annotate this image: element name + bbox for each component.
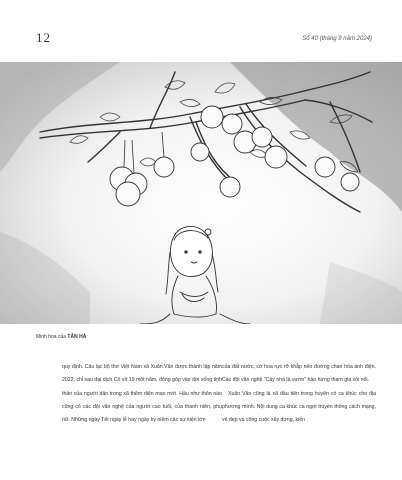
text-line: gia sôi nổi.: [344, 377, 369, 384]
text-line: quy định. Câu lạc bộ thơ Việt Nam xã Xuân Vân được: [62, 364, 188, 370]
text-line: cho địa phương mình. Nội dung ca khúc ca ngợi truyền: [222, 390, 376, 410]
text-line: thêm diện mạo mới. Hầu như thôn nào cũng có các đội: [62, 390, 222, 410]
article-column-left: [62, 361, 222, 427]
page-number: 12: [36, 30, 51, 45]
text-line: của đất nước, cờ hoa rực rỡ khắp nẻo đường chan hòa ánh: [222, 364, 364, 370]
issue-info: Số 40 (tháng 9 năm 2024): [302, 36, 372, 42]
illustration-credit: [36, 334, 86, 340]
credit-prefix: Minh họa của: [36, 334, 68, 340]
text-line: Những ngày Tết ngày lễ hay ngày kỷ niệm các sự kiện lớn: [71, 417, 206, 424]
text-line: thành lập năm 2022, chỉ sau đại dịch Cô vít 19 một năm,: [62, 364, 222, 384]
illustration: [0, 62, 402, 324]
text-line: Xuân Vân cũng là xã đầu tiên trong huyện có ca khúc: [228, 390, 357, 397]
text-line: văn nghệ của người cao tuổi, của thanh niên, phụ nữ.: [62, 403, 222, 424]
text-line: điện. Các đội văn nghệ "Cây nhà lá vườn" hào hứng tham: [222, 364, 376, 384]
article-paragraph-right-1: [222, 361, 376, 388]
article-column-right: [222, 361, 376, 427]
article-paragraph-right-2: [222, 388, 376, 428]
credit-artist: TẤN HÀ: [67, 334, 87, 340]
text-line: thống cách mạng, vẻ đẹp và công cuộc xây dựng, kiến: [222, 403, 376, 424]
text-line: đóng góp vào đời sống tinh thần của người dân trong xã: [62, 377, 222, 397]
article-paragraph-left: [62, 361, 222, 427]
